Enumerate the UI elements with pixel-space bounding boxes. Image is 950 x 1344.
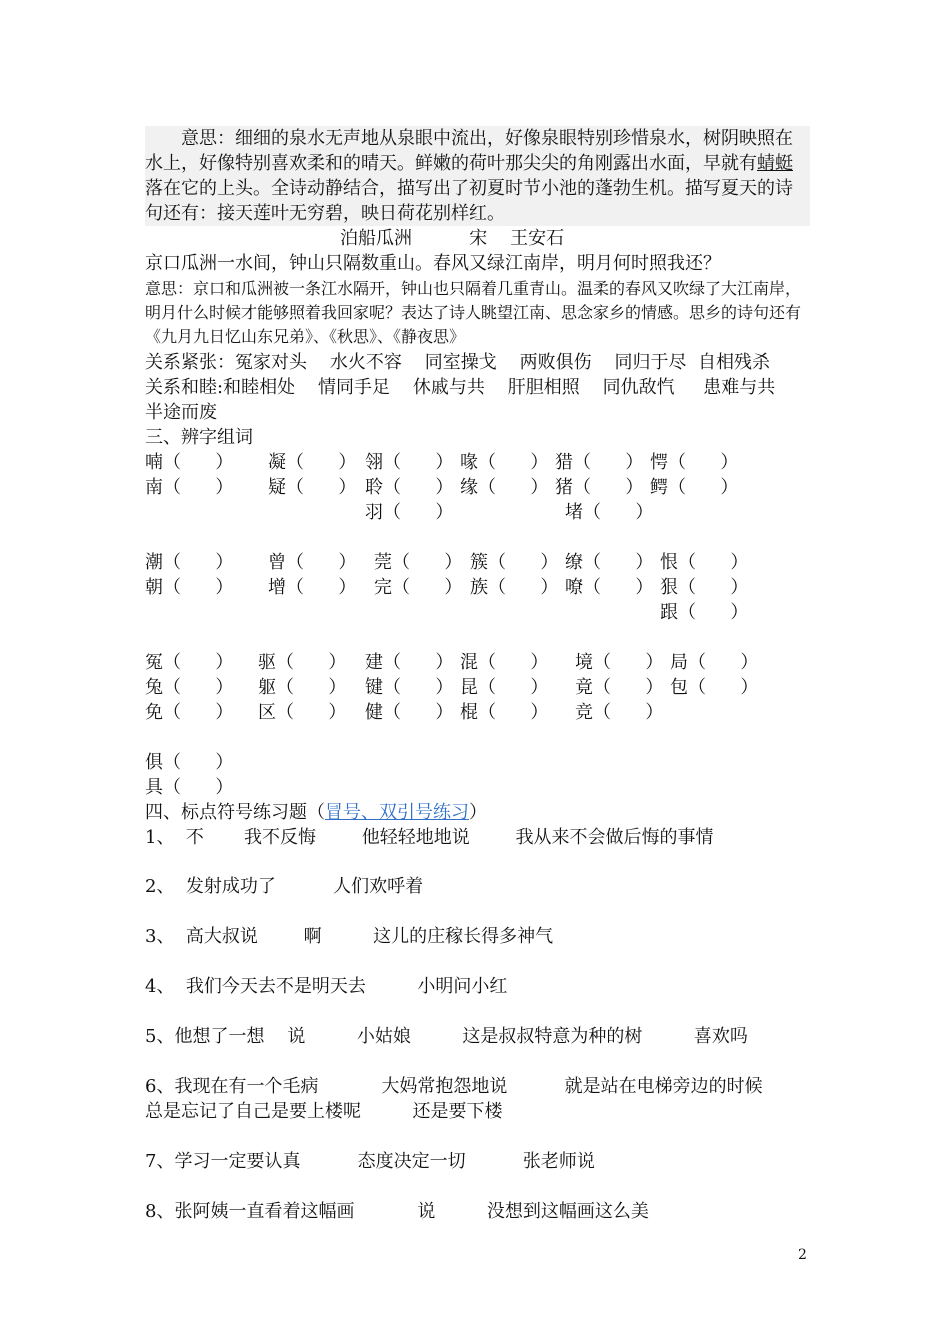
exercise-5: 5、他想了一想 说 小姑娘 这是叔叔特意为种的树 喜欢吗 [145, 1026, 748, 1047]
char-pair: 喃（ ） [145, 452, 234, 473]
exercise-4: 4、 我们今天去不是明天去 小明问小红 [145, 976, 508, 997]
char-pair: 鳄（ ） [650, 477, 739, 498]
exercise-6-line-1: 6、我现在有一个毛病 大妈常抱怨地说 就是站在电梯旁边的时候 [145, 1076, 763, 1097]
char-pair: 驱（ ） [258, 652, 347, 673]
section-4-title [145, 800, 487, 825]
char-pair: 兔（ ） [145, 677, 234, 698]
char-pair: 棍（ ） [460, 702, 549, 723]
char-pair: 簇（ ） [470, 552, 559, 573]
char-pair: 羽（ ） [365, 502, 454, 523]
char-pair: 翎（ ） [365, 452, 454, 473]
char-pair: 昆（ ） [460, 677, 549, 698]
exercise-3: 3、 高大叔说 啊 这儿的庄稼长得多神气 [145, 926, 554, 947]
section-3-title: 三、辨字组词 [145, 427, 253, 448]
char-pair: 键（ ） [365, 677, 454, 698]
char-pair: 凝（ ） [268, 452, 357, 473]
char-pair: 竞（ ） [575, 702, 664, 723]
dragonfly-word: 蜻蜓 [757, 153, 793, 174]
page-number: 2 [798, 1247, 807, 1263]
exercise-6-line-2: 总是忘记了自己是要上楼呢 还是要下楼 [145, 1101, 503, 1122]
char-pair: 猎（ ） [555, 452, 644, 473]
poem-text: 京口瓜洲一水间，钟山只隔数重山。春风又绿江南岸，明月何时照我还？ [145, 253, 721, 274]
char-pair: 区（ ） [258, 702, 347, 723]
harmony-idioms: 关系和睦:和睦相处 情同手足 休戚与共 肝胆相照 同仇敌忾 患难与共 [145, 377, 776, 398]
char-pair: 族（ ） [470, 577, 559, 598]
section-4-prefix: 四、标点符号练习题（ [145, 802, 325, 823]
exercise-7: 7、学习一定要认真 态度决定一切 张老师说 [145, 1151, 595, 1172]
exercise-2: 2、 发射成功了 人们欢呼着 [145, 876, 424, 897]
char-pair: 完（ ） [374, 577, 463, 598]
char-pair: 潮（ ） [145, 552, 234, 573]
char-pair: 建（ ） [365, 652, 454, 673]
tense-idioms: 关系紧张：冤家对头 水火不容 同室操戈 两败俱伤 同归于尽 自相残杀 [145, 352, 770, 373]
char-pair: 喙（ ） [460, 452, 549, 473]
exercise-8: 8、张阿姨一直看着这幅画 说 没想到这幅画这么美 [145, 1201, 649, 1222]
char-pair: 嘹（ ） [565, 577, 654, 598]
char-pair: 缘（ ） [460, 477, 549, 498]
meaning-text: 意思：细细的泉水无声地从泉眼中流出，好像泉眼特别珍惜泉水，树阴映照在水上，好像特别喜欢柔和的晴天。鲜嫩的荷叶那尖尖的角刚露出水面，早就有 [145, 128, 793, 174]
char-pair: 堵（ ） [565, 502, 654, 523]
char-pair: 免（ ） [145, 702, 234, 723]
char-pair: 愕（ ） [650, 452, 739, 473]
char-pair: 莞（ ） [374, 552, 463, 573]
meaning-text-rest: 落在它的上头。全诗动静结合，描写出了初夏时节小池的蓬勃生机。描写夏天的诗句还有：接天莲叶无穷碧，映日荷花别样红。 [145, 178, 793, 224]
char-pair: 曾（ ） [268, 552, 357, 573]
char-pair: 猪（ ） [555, 477, 644, 498]
char-pair: 具（ ） [145, 777, 234, 798]
char-pair: 俱（ ） [145, 752, 234, 773]
char-pair: 缭（ ） [565, 552, 654, 573]
char-pair: 躯（ ） [258, 677, 347, 698]
char-pair: 包（ ） [670, 677, 759, 698]
char-pair: 冤（ ） [145, 652, 234, 673]
meaning-paragraph-1 [145, 126, 810, 226]
punctuation-practice-link[interactable]: 冒号、双引号练习 [325, 802, 469, 823]
char-pair: 疑（ ） [268, 477, 357, 498]
section-4-suffix: ） [469, 802, 487, 823]
char-pair: 朝（ ） [145, 577, 234, 598]
char-pair: 狠（ ） [660, 577, 749, 598]
char-pair: 恨（ ） [660, 552, 749, 573]
char-pair: 南（ ） [145, 477, 234, 498]
char-pair: 竟（ ） [575, 677, 664, 698]
char-pair: 跟（ ） [660, 602, 749, 623]
exercise-1: 1、 不 我不反悔 他轻轻地地说 我从来不会做后悔的事情 [145, 827, 714, 848]
char-pair: 聆（ ） [365, 477, 454, 498]
char-pair: 境（ ） [575, 652, 664, 673]
char-pair: 增（ ） [268, 577, 357, 598]
char-pair: 混（ ） [460, 652, 549, 673]
harmony-idioms-2: 半途而废 [145, 402, 217, 423]
poem-title: 泊船瓜洲 宋 王安石 [340, 228, 565, 249]
char-pair: 健（ ） [365, 702, 454, 723]
char-pair: 局（ ） [670, 652, 759, 673]
meaning-paragraph-2: 意思：京口和瓜洲被一条江水隔开，钟山也只隔着几重青山。温柔的春风又吹绿了大江南岸，明月什么时候才能够照着我回家呢？表达了诗人眺望江南、思念家乡的情感。思乡的诗句还有《九月九日忆山东兄弟》、《秋思》、《静夜思》 [145, 279, 802, 346]
